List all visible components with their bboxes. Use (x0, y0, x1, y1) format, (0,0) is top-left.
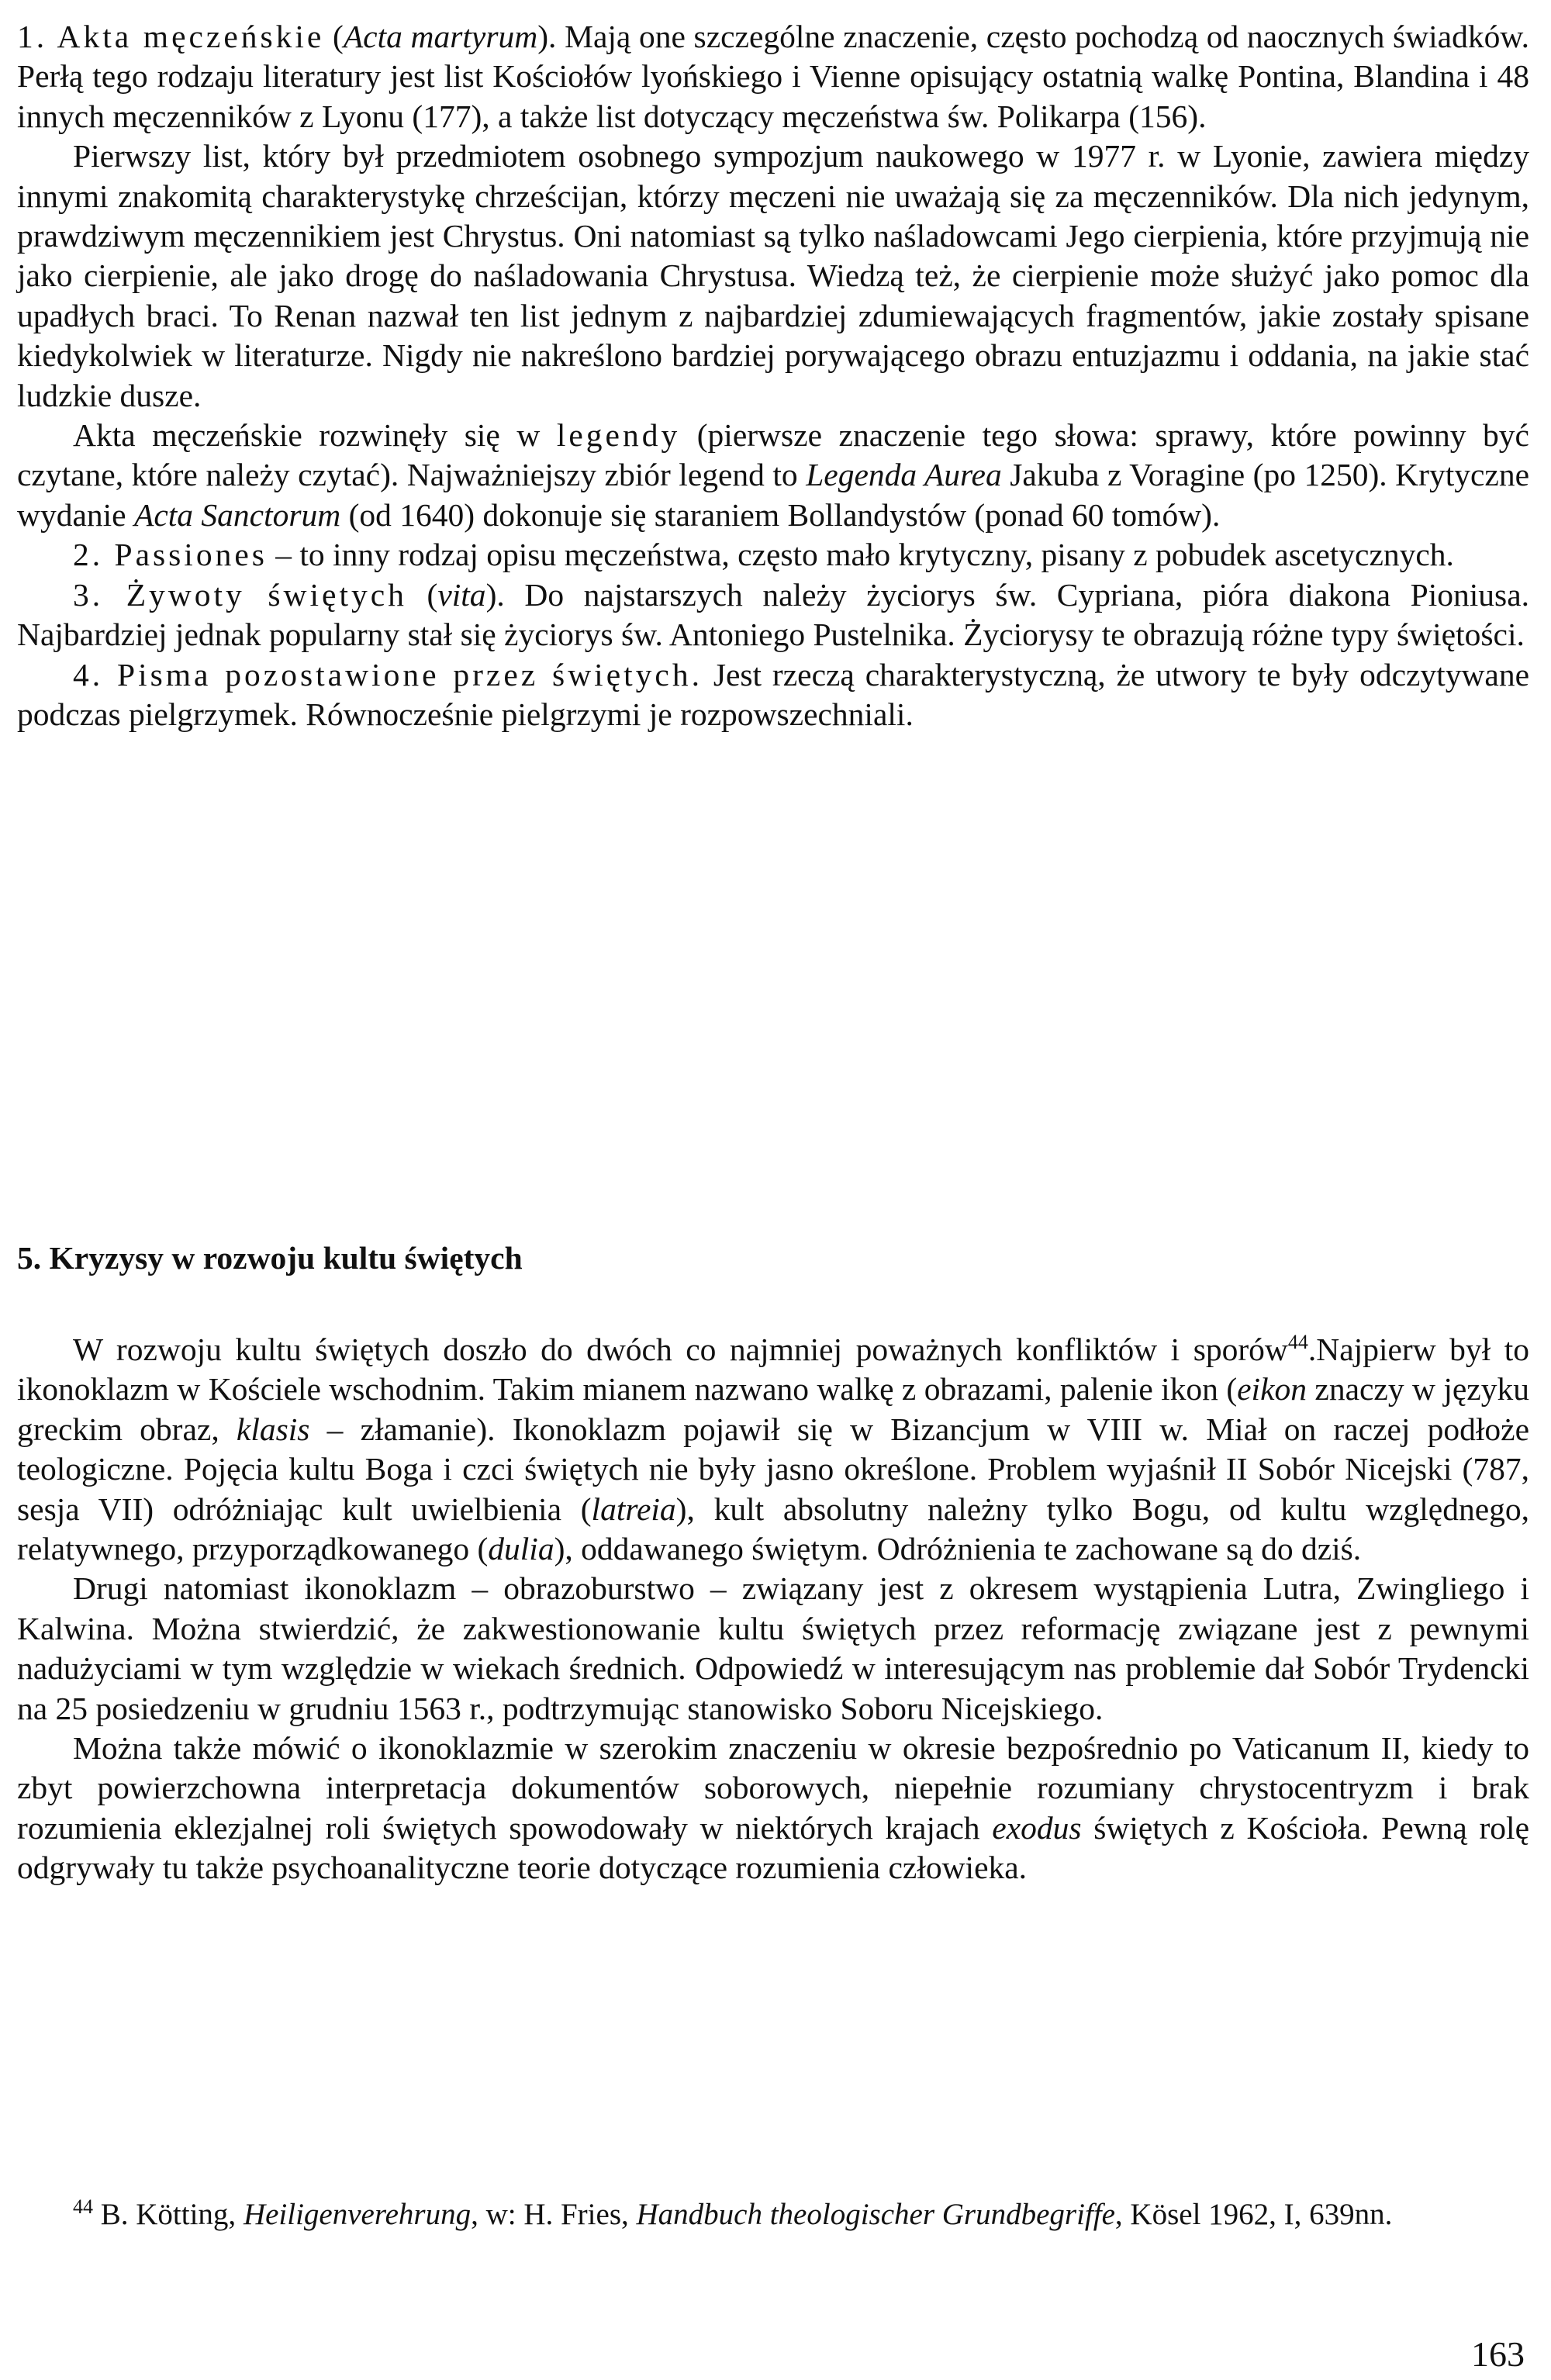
italic-title: Acta Sanctorum (133, 496, 341, 533)
paragraph-writings (17, 655, 1529, 735)
paragraph-text: ), kult absolutny należny tylko Bogu, od kultu względnego, relatywnego, przyporządkowanego ( (17, 1491, 1530, 1567)
footnote-part: B. Kötting, (93, 2198, 244, 2231)
paragraph-passiones (17, 535, 1529, 575)
list-lead: 3. Żywoty świętych (73, 576, 407, 613)
paragraph-vita: 3. Żywoty świętych (vita). Do najstarszych należy życiorys św. Cypriana, pióra diakona Pioniusa. Najbardziej jednak popularny stał się życiorys św. Antoniego Pustelnika. Życiorysy te obrazują różne typy świętości. (17, 576, 1529, 653)
footnote-number: 44 (73, 2195, 93, 2218)
italic-term: klasis (236, 1411, 310, 1447)
italic-term: latreia (591, 1491, 676, 1527)
paragraph-text: Można także mówić o ikonoklazmie w szerokim znaczeniu w okresie bezpośrednio po Vaticanum II, kiedy to zbyt powierzchowna interpretacja dokumentów soborowych, niepełnie rozumiany chrystocentryzm i brak rozumienia eklezjalnej roli świętych spowodowały w niektórych krajach (17, 1730, 1529, 1846)
paragraph-first-letter: Pierwszy list, który był przedmiotem osobnego sympozjum naukowego w 1977 r. w Lyonie, zawiera między innymi znakomitą charakterystykę chrześcijan, którzy męczeni nie uważają się za męczenników. Dla nich jedynym, prawdziwym męczennikiem jest Chrystus. Oni natomiast są tylko naśladowcami Jego cierpienia, które przyjmują nie jako cierpienie, ale jako drogę do naśladowania Chrystusa. Wiedzą też, że cierpienie może służyć jako pomoc dla upadłych braci. To Renan nazwał ten list jednym z najbardziej zdumiewających fragmentów, jakie zostały spisane kiedykolwiek w literaturze. Nigdy nie nakreślono bardziej porywającego obrazu entuzjazmu i oddania, na jakie stać ludzkie dusze. (17, 138, 1529, 413)
paragraph-text: Jakuba z Voragine (po 1250). Krytyczne wydanie (17, 457, 1529, 533)
italic-title: Legenda Aurea (806, 457, 1002, 493)
italic-term: vita (437, 576, 486, 613)
footnote-text (17, 2196, 1529, 2233)
page-number: 163 (1471, 2334, 1525, 2374)
italic-title: Heiligenverehrung (243, 2198, 472, 2231)
paragraph-text: . Do najstarszych należy życiorys św. Cypriana, pióra diakona Pioniusa. Najbardziej jednak popularny stał się życiorys św. Antoniego Pustelnika. Życiorysy te obrazują różne typy świętości. (17, 576, 1529, 653)
paragraph-text: Jest rzeczą charakterystyczną, że utwory te były odczytywane podczas pielgrzymek. Równocześnie pielgrzymi je rozpowszechniali. (17, 656, 1529, 732)
paragraph-text: – to inny rodzaj opisu męczeństwa, często mało krytyczny, pisany z pobudek ascetycznych. (267, 537, 1454, 573)
italic-term: eikon (1237, 1371, 1307, 1408)
paragraph-text: W rozwoju kultu świętych doszło do dwóch co najmniej poważnych konfliktów i sporów (73, 1332, 1288, 1367)
page (17, 17, 1530, 2374)
list-lead: 4. Pisma pozostawione przez świętych. (73, 656, 703, 693)
italic-term: Acta martyrum (343, 19, 538, 54)
paragraph-text: (pierwsze znaczenie tego słowa: sprawy, które powinny być czytane, które należy czytać). Najważniejszy zbiór legend to (17, 417, 1529, 493)
paragraph-text: ), oddawanego świętym. Odróżnienia te zachowane są do dziś. (554, 1531, 1362, 1567)
italic-title: Handbuch theologischer Grundbegriffe (636, 2198, 1115, 2231)
italic-term: dulia (488, 1531, 554, 1567)
paragraph-acta-martyrum: 1. Akta męczeńskie (Acta martyrum). Mają one szczególne znaczenie, często pochodzą od naocznych świadków. Perłą tego rodzaju literatury jest list Kościołów lyońskiego i Vienne opisujący ostatnią walkę Pontina, Blandina i 48 innych męczenników z Lyonu (177), a także list dotyczący męczeństwa św. Polikarpa (156). (17, 19, 1529, 134)
paragraph-iconoclasm-east (17, 1330, 1529, 1569)
italic-term: exodus (992, 1809, 1082, 1846)
paragraph-legends (17, 416, 1529, 535)
paragraph-text: – złamanie). Ikonoklazm pojawił się w Bizancjum w VIII w. Miał on raczej podłoże teologiczne. Pojęcia kultu Boga i czci świętych nie były jasno określone. Problem wyjaśnił II Sobór Nicejski (787, sesja VII) odróżniając kult uwielbienia ( (17, 1411, 1529, 1527)
spaced-term: legendy (556, 417, 681, 454)
paragraph-text: (od 1640) dokonuje się staraniem Bollandystów (ponad 60 tomów). (340, 496, 1221, 533)
section-heading: 5. Kryzysy w rozwoju kultu świętych (17, 1240, 523, 1276)
list-lead: 2. Passiones (73, 537, 268, 573)
paragraph-reformation: Drugi natomiast ikonoklazm – obrazoburstwo – związany jest z okresem wystąpienia Lutra, Zwingliego i Kalwina. Można stwierdzić, że zakwestionowanie kultu świętych przez reformację związane jest z pewnymi nadużyciami w tym względzie w wiekach średnich. Odpowiedź w interesującym nas problemie dał Sobór Trydencki na 25 posiedzeniu w grudniu 1563 r., podtrzymując stanowisko Soboru Nicejskiego. (17, 1570, 1529, 1726)
paragraph-text: .Najpierw był to ikonoklazm w Kościele wschodnim. Takim mianem nazwano walkę z obrazami, palenie ikon ( (17, 1332, 1529, 1408)
list-lead: 1. Akta męczeńskie (17, 19, 325, 54)
paragraph-text: znaczy w języku greckim obraz, (17, 1371, 1529, 1447)
section-body (17, 1330, 1529, 1888)
paragraph-text: . Mają one szczególne znaczenie, często pochodzą od naocznych świadków. Perłą tego rodzaju literatury jest list Kościołów lyońskiego i Vienne opisujący ostatnią walkę Pontina, Blandina i 48 innych męczenników z Lyonu (177), a także list dotyczący męczeństwa św. Polikarpa (156). (17, 19, 1529, 134)
footnote (17, 2196, 1529, 2233)
paragraph-text: Akta męczeńskie rozwinęły się w (73, 417, 557, 454)
footnote-ref: 44 (1287, 1331, 1308, 1354)
footnote-part: , w: H. Fries, (471, 2198, 637, 2231)
paragraph-text: świętych z Kościoła. Pewną rolę odgrywały tu także psychoanalityczne teorie dotyczące rozumienia człowieka. (17, 1809, 1530, 1886)
footnote-part: , Kösel 1962, I, 639nn. (1114, 2198, 1393, 2231)
paragraph-vaticanum (17, 1729, 1529, 1888)
